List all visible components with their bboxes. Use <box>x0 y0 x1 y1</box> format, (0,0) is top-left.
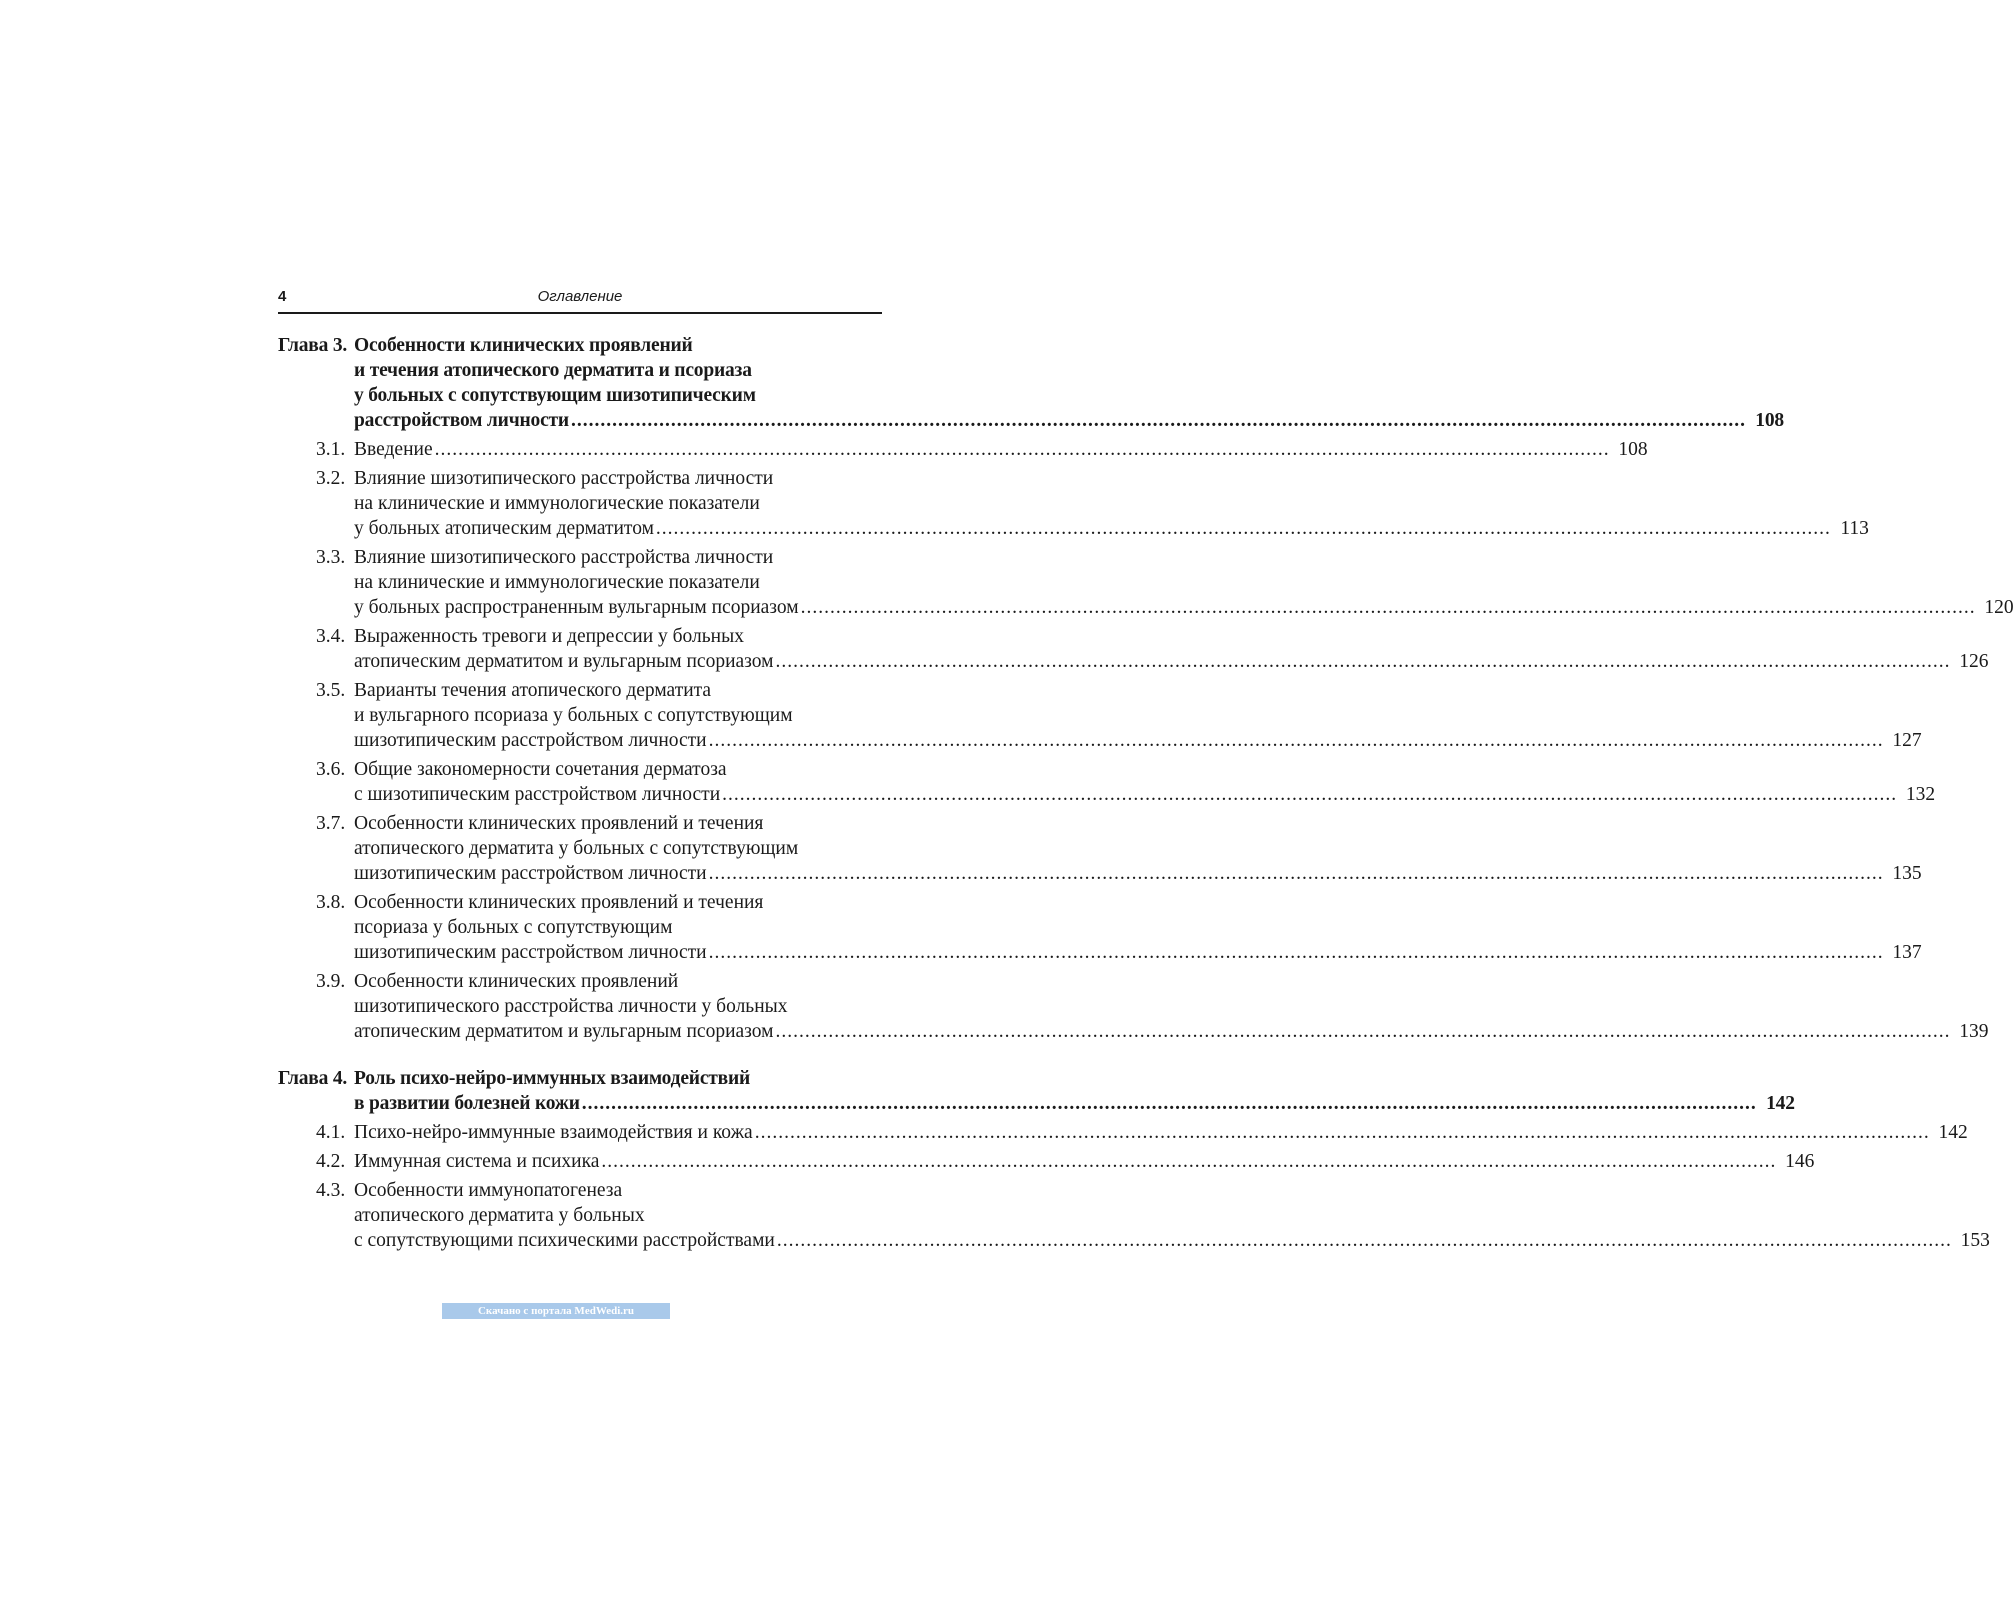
section-title-last-line <box>354 437 1648 462</box>
section-title-line: Особенности иммунопатогенеза <box>354 1180 623 1201</box>
section-title-line: Особенности клинических проявлений и течения <box>354 813 764 834</box>
section-title <box>354 678 1922 753</box>
section-title-line: Общие закономерности сочетания дерматоза <box>354 759 727 780</box>
section-title <box>354 437 1648 462</box>
chapter-title-last-line <box>354 1091 1795 1116</box>
page-ref: 137 <box>1892 942 1922 963</box>
section-number: 3.9. <box>316 971 346 992</box>
dot-leader: ........................................................................................................................................................................................................ <box>434 439 1610 460</box>
chapter-heading <box>278 333 1784 433</box>
chapter-heading <box>278 1066 1795 1116</box>
dot-leader: ........................................................................................................................................................................................................ <box>708 942 1884 963</box>
page-ref: 135 <box>1892 863 1922 884</box>
page-ref: 142 <box>1938 1122 1968 1143</box>
section-number: 3.6. <box>316 759 346 780</box>
chapter-title-text: в развитии болезней кожи <box>354 1093 580 1114</box>
chapter-number: Глава 3. <box>278 335 348 356</box>
page-ref: 113 <box>1840 518 1869 539</box>
page-ref: 153 <box>1960 1230 1990 1251</box>
section-title-line: атопического дерматита у больных с сопутствующим <box>354 838 799 859</box>
section-title-text: у больных распространенным вульгарным псориазом <box>354 597 799 618</box>
section-title-text: Иммунная система и психика <box>354 1151 600 1172</box>
section-title-last-line <box>354 1120 1968 1145</box>
chapter-title-line: Особенности клинических проявлений <box>354 335 693 356</box>
section-title-line: и вульгарного псориаза у больных с сопутствующим <box>354 705 793 726</box>
dot-leader: ........................................................................................................................................................................................................ <box>775 1021 1951 1042</box>
dot-leader: ........................................................................................................................................................................................................ <box>776 1230 1952 1251</box>
page-ref: 132 <box>1905 784 1936 805</box>
dot-leader: ........................................................................................................................................................................................................ <box>722 784 1898 805</box>
toc-section <box>278 624 1989 674</box>
section-title-text: шизотипическим расстройством личности <box>354 942 707 963</box>
page-ref: 108 <box>1755 410 1784 431</box>
section-title-line: Варианты течения атопического дерматита <box>354 680 712 701</box>
section-title-text: шизотипическим расстройством личности <box>354 863 707 884</box>
dot-leader: ........................................................................................................................................................................................................ <box>655 518 1831 539</box>
section-number: 3.4. <box>316 626 346 647</box>
section-title-last-line <box>354 1149 1814 1174</box>
dot-leader: ........................................................................................................................................................................................................ <box>601 1151 1777 1172</box>
section-title-text: атопическим дерматитом и вульгарным псориазом <box>354 651 774 672</box>
section-title-text: шизотипическим расстройством личности <box>354 730 707 751</box>
chapter-title <box>354 333 1784 433</box>
toc-chapter <box>278 333 2014 1044</box>
toc-section <box>278 437 1648 462</box>
chapter-title-line: Роль психо-нейро-иммунных взаимодействий <box>354 1068 751 1089</box>
section-title-line: псориаза у больных с сопутствующим <box>354 917 673 938</box>
chapter-number: Глава 4. <box>278 1068 348 1089</box>
toc-chapter <box>278 1066 1990 1253</box>
page-ref: 120 <box>1984 597 2014 618</box>
running-title: Оглавление <box>537 288 623 305</box>
toc-section <box>278 969 1989 1044</box>
section-title-last-line <box>354 595 2014 620</box>
section-title <box>354 1178 1990 1253</box>
chapter-title <box>354 1066 1795 1116</box>
section-title-line: Выраженность тревоги и депрессии у больных <box>354 626 744 647</box>
dot-leader: ........................................................................................................................................................................................................ <box>775 651 1951 672</box>
section-number: 3.1. <box>316 439 346 460</box>
dot-leader: ........................................................................................................................................................................................................ <box>581 1093 1757 1114</box>
page-ref: 127 <box>1892 730 1922 751</box>
section-title <box>354 890 1922 965</box>
section-title-text: с шизотипическим расстройством личности <box>354 784 721 805</box>
section-title <box>354 466 1869 541</box>
section-title <box>354 811 1922 886</box>
section-title <box>354 545 2014 620</box>
section-title-line: Особенности клинических проявлений и течения <box>354 892 764 913</box>
section-number: 3.8. <box>316 892 346 913</box>
section-title <box>354 1120 1968 1145</box>
toc-section <box>278 678 1922 753</box>
page-ref: 146 <box>1785 1151 1815 1172</box>
toc-section <box>278 545 2014 620</box>
section-number: 3.2. <box>316 468 346 489</box>
dot-leader: ........................................................................................................................................................................................................ <box>708 730 1884 751</box>
section-number: 3.5. <box>316 680 346 701</box>
chapter-title-line: у больных с сопутствующим шизотипическим <box>354 385 756 406</box>
toc-section <box>278 811 1922 886</box>
toc-section <box>278 757 1936 807</box>
toc-section <box>278 1178 1990 1253</box>
section-title-last-line <box>354 1228 1990 1253</box>
page-ref: 142 <box>1766 1093 1795 1114</box>
table-of-contents <box>278 333 2014 1253</box>
page-ref: 126 <box>1959 651 1989 672</box>
section-title-line: Влияние шизотипического расстройства личности <box>354 468 774 489</box>
section-title-text: Психо-нейро-иммунные взаимодействия и кожа <box>354 1122 753 1143</box>
section-number: 4.3. <box>316 1180 346 1201</box>
page-ref: 139 <box>1959 1021 1989 1042</box>
section-title-text: у больных атопическим дерматитом <box>354 518 654 539</box>
source-banner: Скачано с портала MedWedi.ru <box>442 1303 670 1319</box>
section-title-last-line <box>354 782 1935 807</box>
section-title-last-line <box>354 1019 1988 1044</box>
section-number: 3.7. <box>316 813 346 834</box>
section-number: 4.1. <box>316 1122 346 1143</box>
section-title-line: Особенности клинических проявлений <box>354 971 679 992</box>
section-title-last-line <box>354 649 1988 674</box>
section-title-line: Влияние шизотипического расстройства личности <box>354 547 774 568</box>
section-title-line: на клинические и иммунологические показатели <box>354 572 760 593</box>
page-ref: 108 <box>1618 439 1648 460</box>
section-title-text: с сопутствующими психическими расстройствами <box>354 1230 775 1251</box>
section-title <box>354 969 1988 1044</box>
chapter-title-last-line <box>354 408 1784 433</box>
section-title-last-line <box>354 940 1922 965</box>
toc-section <box>278 1120 1968 1145</box>
section-title-line: шизотипического расстройства личности у больных <box>354 996 788 1017</box>
section-title-last-line <box>354 516 1869 541</box>
section-number: 4.2. <box>316 1151 346 1172</box>
chapter-title-text: расстройством личности <box>354 410 569 431</box>
section-title-last-line <box>354 861 1922 886</box>
dot-leader: ........................................................................................................................................................................................................ <box>708 863 1884 884</box>
section-title <box>354 624 1988 674</box>
section-title-line: атопического дерматита у больных <box>354 1205 645 1226</box>
dot-leader: ........................................................................................................................................................................................................ <box>754 1122 1930 1143</box>
section-number: 3.3. <box>316 547 346 568</box>
toc-section <box>278 1149 1815 1174</box>
dot-leader: ........................................................................................................................................................................................................ <box>800 597 1976 618</box>
section-title-text: Введение <box>354 439 433 460</box>
running-header <box>278 286 882 314</box>
section-title-last-line <box>354 728 1922 753</box>
dot-leader: ........................................................................................................................................................................................................ <box>570 410 1746 431</box>
toc-section <box>278 890 1922 965</box>
section-title-text: атопическим дерматитом и вульгарным псориазом <box>354 1021 774 1042</box>
section-title <box>354 1149 1814 1174</box>
chapter-title-line: и течения атопического дерматита и псориаза <box>354 360 752 381</box>
toc-section <box>278 466 1869 541</box>
section-title-line: на клинические и иммунологические показатели <box>354 493 760 514</box>
section-title <box>354 757 1935 807</box>
page-number: 4 <box>278 288 287 305</box>
